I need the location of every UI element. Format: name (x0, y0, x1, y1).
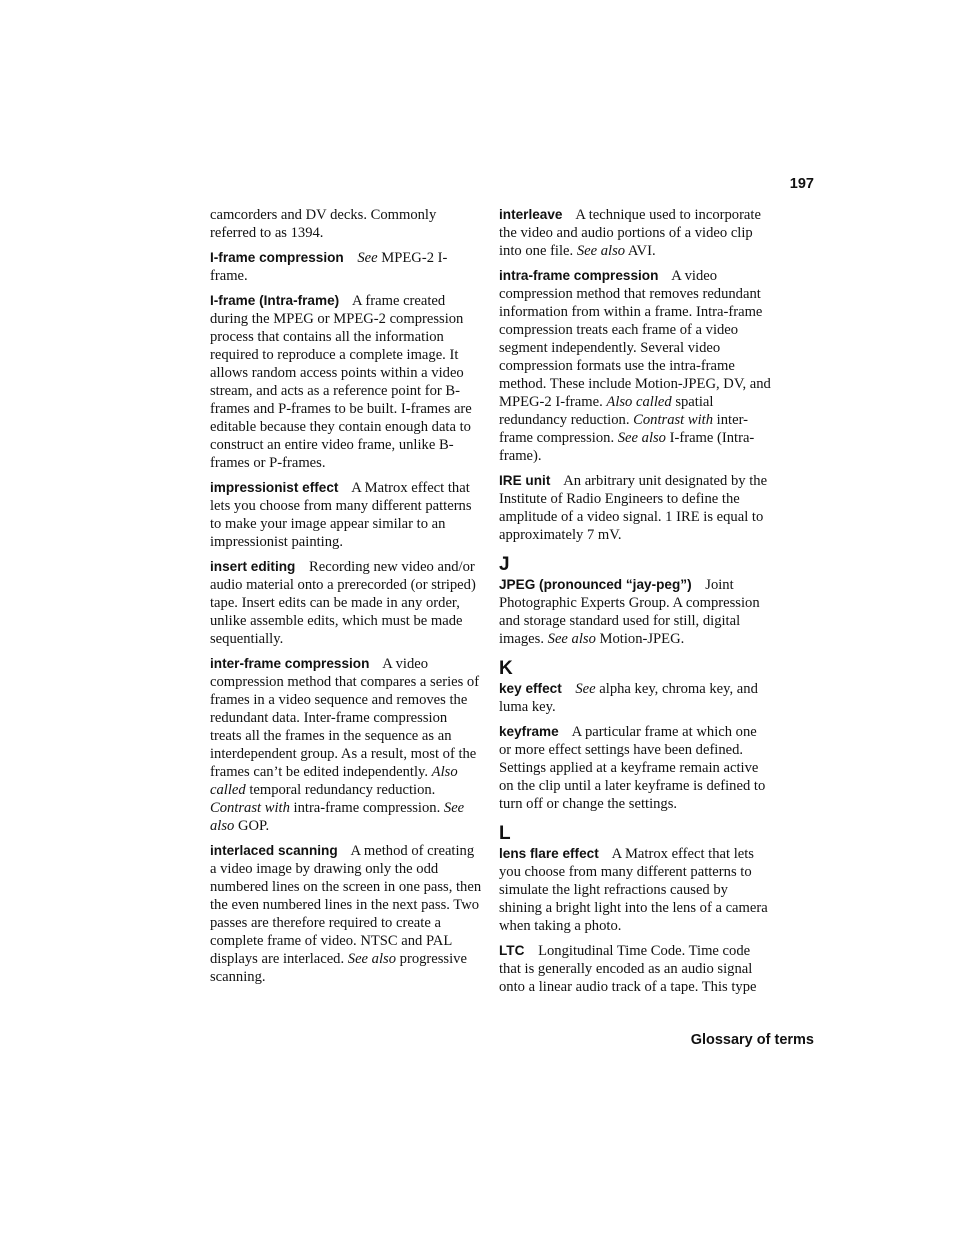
glossary-definition: MPEG-2 I-frame. (210, 250, 448, 284)
cross-reference-label: See also (576, 243, 626, 259)
glossary-definition: AVI. (625, 243, 656, 259)
glossary-entry-lens-flare-effect (499, 845, 771, 935)
glossary-continuation: camcorders and DV decks. Commonly referred to as 1394. (210, 207, 437, 241)
glossary-definition: Joint Photographic Experts Group. A compression and storage standard used for still, digital images. (499, 577, 760, 647)
glossary-definition: A Matrox effect that lets you choose from many different patterns to simulate the light refractions caused by shining a bright light into the lens of a camera when taking a photo. (499, 846, 768, 934)
glossary-definition: A particular frame at which one or more effect settings have been defined. Settings applied at a keyframe remain active on the clip until a later keyframe is defined to turn off or change the settings. (499, 724, 766, 812)
glossary-definition: GOP. (234, 818, 270, 834)
cross-reference-label: See (357, 250, 378, 266)
glossary-term: interlaced scanning (210, 843, 338, 858)
cross-reference-label: See also (210, 800, 465, 834)
cross-reference-label: Also called (606, 394, 672, 410)
glossary-entry-interlaced-scanning (210, 842, 482, 986)
cross-reference-label: See also (347, 951, 397, 967)
glossary-definition: A video compression method that removes redundant information from within a frame. Intra-frame compression treats each frame of a video segment independently. Several video compression formats use the intra-frame method. These include Motion-JPEG, DV, and MPEG-2 I-frame. (499, 268, 771, 410)
cross-reference-label: See (575, 681, 596, 697)
glossary-definition: inter-frame compression. (499, 412, 748, 446)
glossary-entry-ltc (499, 942, 771, 996)
glossary-definition: A Matrox effect that lets you choose from many different patterns to make your image appear similar to an impressionist painting. (210, 480, 472, 550)
glossary-term: IRE unit (499, 473, 551, 488)
glossary-term: keyframe (499, 724, 559, 739)
glossary-entry-intra-frame-compression (499, 267, 771, 465)
glossary-term: impressionist effect (210, 480, 339, 495)
section-letter-l: L (499, 823, 511, 844)
glossary-entry-interleave (499, 206, 771, 260)
glossary-term: key effect (499, 681, 562, 696)
glossary-term: LTC (499, 943, 525, 958)
glossary-definition: A frame created during the MPEG or MPEG-2 compression process that contains all the information required to reproduce a complete image. It allows random access points within a video stream, and acts as a reference point for B-frames and P-frames to be built. I-frames are editable because they contain enough data to construct an entire video frame, unlike B-frames or P-frames. (210, 293, 472, 471)
glossary-definition: Recording new video and/or audio material onto a prerecorded (or striped) tape. Insert edits can be made in any order, unlike assemble edits, which must be made sequentially. (210, 559, 476, 647)
glossary-term: inter-frame compression (210, 656, 370, 671)
glossary-entry-ire-unit (499, 472, 771, 544)
glossary-term: I-frame (Intra-frame) (210, 293, 340, 308)
glossary-definition: progressive scanning. (210, 951, 467, 985)
cross-reference-label: See also (547, 631, 596, 647)
cross-reference-label: Also called (210, 764, 458, 798)
glossary-term: intra-frame compression (499, 268, 659, 283)
glossary-entry-iframe-compression (210, 249, 482, 285)
glossary-definition: Longitudinal Time Code. Time code that is generally encoded as an audio signal onto a linear audio track of a tape. This type (499, 943, 757, 995)
cross-reference-label: Contrast with (633, 412, 714, 428)
section-letter-j: J (499, 554, 510, 575)
glossary-column-left (210, 206, 482, 993)
glossary-definition: A video compression method that compares a series of frames in a video sequence and removes the redundant data. Inter-frame compression treats all the frames in the sequence as an interdependent group. As a result, most of the frames can’t be edited independently. (210, 656, 480, 780)
glossary-definition: A method of creating a video image by drawing only the odd numbered lines on the screen in one pass, then the even numbered lines in the next pass. Two passes are therefore required to create a complete frame of video. NTSC and PAL displays are interlaced. (210, 843, 482, 967)
running-footer: Glossary of terms (690, 1032, 814, 1048)
section-letter-k: K (499, 658, 513, 679)
glossary-definition: Motion-JPEG. (595, 631, 685, 647)
glossary-column-right (499, 206, 771, 1003)
glossary-definition: An arbitrary unit designated by the Institute of Radio Engineers to define the amplitude of a video signal. 1 IRE is equal to approximately 7 mV. (499, 473, 768, 543)
glossary-term: I-frame compression (210, 250, 344, 265)
glossary-term: insert editing (210, 559, 296, 574)
glossary-entry-insert-editing (210, 558, 482, 648)
glossary-definition: temporal redundancy reduction. (245, 782, 436, 798)
glossary-definition: intra-frame compression. (289, 800, 444, 816)
glossary-entry-keyframe (499, 723, 771, 813)
glossary-definition: I-frame (Intra-frame). (499, 430, 755, 464)
cross-reference-label: See also (617, 430, 666, 446)
page-number: 197 (789, 176, 814, 192)
glossary-entry-impressionist-effect (210, 479, 482, 551)
glossary-entry-jpeg (499, 576, 771, 648)
glossary-definition: spatial redundancy reduction. (499, 394, 714, 428)
cross-reference-label: Contrast with (210, 800, 290, 816)
glossary-term: interleave (499, 207, 563, 222)
glossary-term: lens flare effect (499, 846, 599, 861)
glossary-definition: alpha key, chroma key, and luma key. (499, 681, 758, 715)
glossary-entry-inter-frame-compression (210, 655, 482, 835)
glossary-term: JPEG (pronounced “jay-peg”) (499, 577, 692, 592)
glossary-entry-iframe-intra (210, 292, 482, 472)
glossary-definition: A technique used to incorporate the video and audio portions of a video clip into one file. (499, 207, 761, 259)
glossary-entry-key-effect (499, 680, 771, 716)
